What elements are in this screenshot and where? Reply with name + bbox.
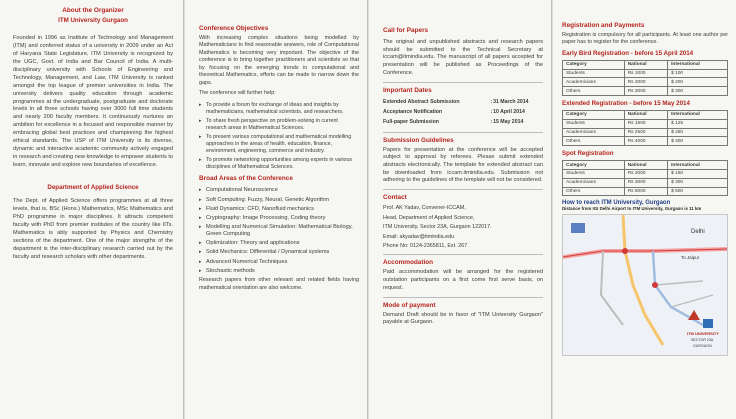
- table-cell: Rs 3000: [624, 178, 667, 187]
- list-item: ▸ Stochastic methods: [199, 268, 359, 275]
- table-row: [383, 97, 543, 107]
- table-cell: $ 100: [668, 69, 728, 78]
- table-cell: Rs 2000: [624, 169, 667, 178]
- table-cell: Others: [563, 187, 625, 196]
- table-cell: $ 400: [668, 137, 728, 146]
- table-cell: $ 300: [668, 178, 728, 187]
- table-row: [563, 178, 728, 187]
- table-cell: Others: [563, 87, 625, 96]
- table-row: [563, 69, 728, 78]
- table-cell: Academicians: [563, 78, 625, 87]
- table-row: [563, 137, 728, 146]
- table-row: [563, 119, 728, 128]
- table-row: [563, 169, 728, 178]
- divider: [383, 297, 543, 298]
- date-sep: :: [490, 98, 493, 105]
- registration-intro: Registration is compulsory for all participants. At least one author per paper has to register for the conference.: [562, 32, 728, 46]
- contact-line: ITM University, Sector 23A, Gurgaon 122017.: [383, 224, 492, 231]
- panel-call-for-papers: [369, 0, 552, 419]
- divider: [383, 254, 543, 255]
- date-value: 10 April 2014: [493, 108, 525, 115]
- table-cell: Rs 1500: [624, 119, 667, 128]
- panel-registration: [553, 0, 736, 419]
- contact-phone: Phone No: 0124-2365811, Ext. 267: [383, 243, 468, 249]
- location-map: [562, 214, 728, 356]
- table-row: [563, 187, 728, 196]
- university-building-icon: [703, 319, 713, 328]
- list-item: ▸ Optimization: Theory and applications: [199, 240, 359, 247]
- date-value: 31 March 2014: [493, 98, 529, 105]
- table-cell: Rs 1000: [624, 69, 667, 78]
- extended-registration-heading: Extended Registration - before 15 May 2014: [562, 100, 690, 108]
- broad-areas-heading: Broad Areas of the Conference: [199, 175, 293, 183]
- col-header: International: [668, 60, 728, 69]
- col-header: National: [624, 161, 667, 170]
- accommodation-text: Paid accommodation will be arranged for the registered outstation participants on a first come first serve basis, on request.: [383, 269, 543, 291]
- table-header-row: [563, 60, 728, 69]
- map-distance-note: Distance from IGI Delhi Airport to ITM University, Gurgaon is 11 km: [562, 206, 702, 212]
- accommodation-heading: Accommodation: [383, 259, 434, 267]
- table-cell: $ 150: [668, 169, 728, 178]
- list-item: ▸ Advanced Numerical Techniques: [199, 259, 359, 266]
- list-item: ▸ Modelling and Numerical Simulation: Mathematical Biology, Green Computing: [199, 224, 359, 239]
- contact-line: Head, Department of Applied Science,: [383, 214, 475, 221]
- date-label: Extended Abstract Submission: [383, 98, 460, 105]
- date-label: Full-paper Submission: [383, 118, 439, 125]
- col-header: International: [668, 111, 728, 120]
- early-bird-table: [562, 60, 728, 96]
- table-row: [563, 128, 728, 137]
- list-item: ▸ To promote networking opportunities among experts in various disciplines of Mathematical Sciences.: [199, 157, 359, 171]
- map-label-jaipur: To Jaipur: [681, 255, 700, 261]
- table-cell: $ 125: [668, 119, 728, 128]
- date-sep: :: [490, 118, 493, 125]
- junction-marker: [622, 248, 628, 254]
- table-cell: Students: [563, 69, 625, 78]
- payment-mode-heading: Mode of payment: [383, 301, 436, 309]
- list-item: ▸ Computational Neuroscience: [199, 187, 359, 194]
- map-roads: [563, 215, 727, 355]
- col-header: Category: [563, 111, 625, 120]
- table-header-row: [563, 111, 728, 120]
- map-heading: How to reach ITM University, Gurgaon: [562, 200, 671, 207]
- about-department-text: The Dept. of Applied Science offers programmes at all three levels, that is, BSc (Hons.) Mathematics, MSc Mathematics and PhD programme in major disciplines. It attracts competent faculty with PhD from premier institutes of the country like IITs. Mathematics is ably supported by Physics and Chemistry sections of the department. One of the major strengths of the department is the inter-disciplinary research carried out by the faculty and research scholars with other departments.: [13, 197, 173, 260]
- spot-registration-heading: Spot Registration: [562, 150, 614, 158]
- list-item: ▸ To present various computational and mathematical modelling approaches in the areas of health, education, finance, environment, engineering, commerce and industry.: [199, 134, 359, 155]
- list-item: ▸ Fluid Dynamics: CFD, Nanofluid mechanics: [199, 206, 359, 213]
- extended-registration-table: [562, 110, 728, 146]
- objectives-intro: With increasing complex situations being modelled by Mathematicians to find reasonable answers, role of Computational Mathematics is becoming very important. The objective of the conference is to bring together practitioners and scientists so that by focusing on the emerging trends in computational and theoretical Mathematics, efforts can be made to narrow down the gaps.: [199, 35, 359, 86]
- table-cell: $ 500: [668, 187, 728, 196]
- list-item: ▸ Soft Computing: Fuzzy, Neural, Genetic Algorithm: [199, 197, 359, 204]
- table-row: [383, 117, 543, 127]
- guidelines-heading: Submission Guidelines: [383, 136, 454, 144]
- important-dates-heading: Important Dates: [383, 86, 432, 94]
- divider: [383, 132, 543, 133]
- contact-heading: Contact: [383, 194, 407, 202]
- date-label: Acceptance Notification: [383, 108, 443, 115]
- col-header: Category: [563, 60, 625, 69]
- contact-email: Email: akyadav@itmindia.edu: [383, 233, 455, 240]
- call-for-papers-heading: Call for Papers: [383, 27, 429, 34]
- objectives-list: [199, 102, 359, 172]
- about-university-text: Founded in 1996 as Institute of Technology and Management (ITM) and conferred status of a university in 2009 under an Act of Haryana State Legislature, ITM University is recognized by the UGC, Govt. of India and Bar Council of India. A multi-disciplinary university with Schools of Engineering and Technology, Management, and Law, ITM University is ranked amongst the top league of premier universities in India. The university delivers quality education through academic programmes at the undergraduate, postgraduate and doctorate levels in all three schools having over 3000 full time students and nearly 200 faculty members. It continuously nurtures an ambition for excellence in a focused and responsible manner by embracing global best practices and championing the highest ethical standards. The USP of ITM University is its diverse, dynamic and interactive academic community actively engaged in research and creating new knowledge to empower students to learn, innovate and explore new boundaries of excellence.: [13, 35, 173, 168]
- map-label-gurgaon: GURGAON: [693, 344, 712, 349]
- broad-areas-list: [199, 187, 359, 275]
- contact-line: Prof. AK Yadav, Convener-ICCAM,: [383, 205, 466, 212]
- table-cell: Rs 2500: [624, 128, 667, 137]
- divider: [383, 189, 543, 190]
- map-label-sector: SECTOR 23A: [691, 338, 714, 343]
- list-item: ▸ To share fresh perspective on problem-solving in current research areas in Mathematical Sciences.: [199, 118, 359, 132]
- col-header: Category: [563, 161, 625, 170]
- spot-registration-table: [562, 160, 728, 196]
- divider: [383, 82, 543, 83]
- table-cell: $ 250: [668, 128, 728, 137]
- airport-icon: [571, 223, 585, 233]
- map-label-itm: ITM UNIVERSITY: [687, 331, 720, 337]
- table-header-row: [563, 161, 728, 170]
- university-name: ITM University Gurgaon: [58, 17, 128, 24]
- col-header: National: [624, 60, 667, 69]
- table-row: [563, 78, 728, 87]
- table-cell: Students: [563, 119, 625, 128]
- list-item: ▸ To provide a forum for exchange of ideas and insights by mathematicians, mathematical scientists, and researchers.: [199, 102, 359, 116]
- table-cell: Rs 2000: [624, 78, 667, 87]
- table-cell: Students: [563, 169, 625, 178]
- panel-about-organizer: [0, 0, 184, 419]
- table-cell: Rs 3000: [624, 87, 667, 96]
- table-cell: Rs 4000: [624, 137, 667, 146]
- important-dates-table: [383, 97, 543, 127]
- col-header: National: [624, 111, 667, 120]
- call-for-papers-text: The original and unpublished abstracts and research papers should be submitted to the Technical Secretary at iccam@itmindia.edu. The manuscript of all papers accepted for presentation will be published as Proceedings of the Conference.: [383, 39, 543, 76]
- table-cell: Academicians: [563, 178, 625, 187]
- table-cell: Rs 5000: [624, 187, 667, 196]
- map-label-delhi: Delhi: [691, 229, 705, 236]
- payment-mode-text: Demand Draft should be in favor of "ITM University Gurgaon" payable at Gurgaon.: [383, 311, 543, 326]
- table-row: [383, 107, 543, 117]
- col-header: International: [668, 161, 728, 170]
- objectives-heading: Conference Objectives: [199, 25, 269, 32]
- contact-block: [383, 205, 543, 250]
- guidelines-text: Papers for presentation at the conference will be accepted subject to approval by referees. Please submit extended abstracts electronically. The template for extended abstract can be downloaded from iccam.itmindia.edu. Submission not adhering to the guidelines of the template will not be considered.: [383, 146, 543, 184]
- registration-heading: Registration and Payments: [562, 22, 645, 29]
- table-cell: $ 300: [668, 87, 728, 96]
- areas-closing-text: Research papers from other relevant and related fields having mathematical orientation are also welcome.: [199, 277, 359, 291]
- department-heading: Department of Applied Science: [47, 183, 139, 191]
- date-value: 15 May 2014: [493, 118, 524, 125]
- university-location-marker: [688, 310, 700, 320]
- about-organizer-heading: About the Organizer: [62, 7, 124, 14]
- list-item: ▸ Cryptography: Image Processing, Coding theory: [199, 215, 359, 222]
- table-cell: $ 200: [668, 78, 728, 87]
- table-row: [563, 87, 728, 96]
- date-sep: :: [490, 108, 493, 115]
- panel-conference-objectives: [185, 0, 368, 419]
- objectives-help-line: The conference will further help:: [199, 90, 276, 97]
- early-bird-heading: Early Bird Registration - before 15 April 2014: [562, 49, 694, 57]
- table-cell: Others: [563, 137, 625, 146]
- junction-marker: [652, 282, 658, 288]
- table-cell: Academicians: [563, 128, 625, 137]
- list-item: ▸ Solid Mechanics: Differential / Dynamical systems: [199, 249, 359, 256]
